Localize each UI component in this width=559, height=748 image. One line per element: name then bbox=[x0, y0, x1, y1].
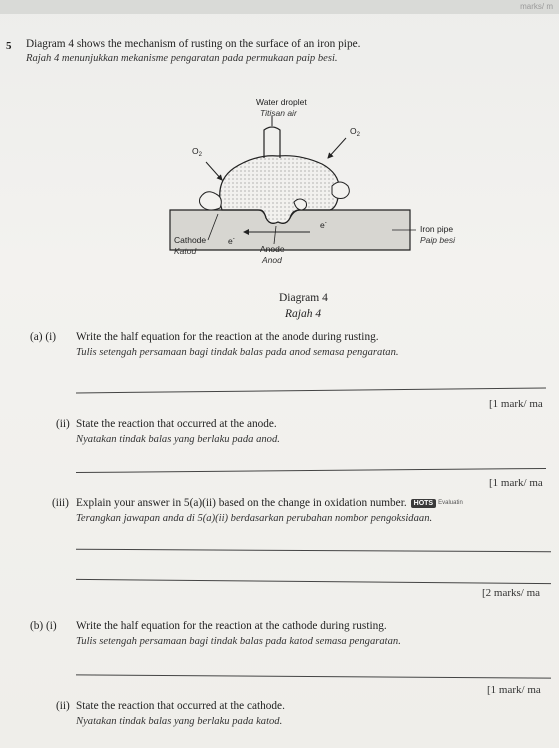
part-b-ii-ms: Nyatakan tindak balas yang berlaku pada katod. bbox=[76, 716, 283, 727]
part-b-i-ms: Tulis setengah persamaan bagi tindak balas pada katod semasa pengaratan. bbox=[76, 636, 401, 647]
diagram-caption-ms: Rajah 4 bbox=[285, 308, 322, 320]
label-electron-left: e- bbox=[228, 236, 235, 246]
oxygen-arrow-right bbox=[328, 138, 346, 158]
part-a-i-label: (a) (i) bbox=[30, 331, 57, 343]
part-a-iii-en-text: Explain your answer in 5(a)(ii) based on the change in oxidation number. bbox=[76, 497, 407, 509]
answer-line-b-i[interactable] bbox=[76, 674, 551, 678]
part-a-iii-label: (iii) bbox=[52, 497, 69, 509]
label-katod: Katod bbox=[174, 246, 197, 256]
label-titisan-air: Titisan air bbox=[260, 108, 297, 118]
hots-badge: HOTS bbox=[411, 499, 436, 508]
rusting-diagram bbox=[160, 90, 470, 290]
label-electron-right: e- bbox=[320, 220, 327, 230]
question-intro-en: Diagram 4 shows the mechanism of rusting on the surface of an iron pipe. bbox=[26, 38, 361, 50]
part-a-iii-ms: Terangkan jawapan anda di 5(a)(ii) berdasarkan perubahan nombor pengoksidaan. bbox=[76, 513, 433, 524]
hots-type: Evaluatin bbox=[438, 500, 463, 507]
mark-a-ii: [1 mark/ ma bbox=[489, 477, 543, 489]
mark-b-i: [1 mark/ ma bbox=[487, 684, 541, 696]
part-a-iii-en bbox=[76, 497, 463, 509]
part-b-i-label: (b) (i) bbox=[30, 620, 57, 632]
label-paip-besi: Paip besi bbox=[420, 235, 455, 245]
label-anode: Anode bbox=[260, 244, 285, 254]
answer-line-a-i[interactable] bbox=[76, 388, 546, 394]
part-b-ii-en: State the reaction that occurred at the cathode. bbox=[76, 700, 285, 712]
part-a-i-en: Write the half equation for the reaction at the anode during rusting. bbox=[76, 331, 379, 343]
answer-line-a-iii-2[interactable] bbox=[76, 579, 551, 584]
label-iron-pipe: Iron pipe bbox=[420, 224, 454, 234]
header-fragment: marks/ m bbox=[520, 2, 553, 11]
label-o2-right: $O_2$ bbox=[350, 126, 360, 138]
part-b-ii-label: (ii) bbox=[56, 700, 70, 712]
part-a-ii-en: State the reaction that occurred at the anode. bbox=[76, 418, 277, 430]
label-o2-left: $O_2$ bbox=[192, 146, 202, 158]
part-a-ii-ms: Nyatakan tindak balas yang berlaku pada anod. bbox=[76, 434, 280, 445]
part-a-i-ms: Tulis setengah persamaan bagi tindak balas pada anod semasa pengaratan. bbox=[76, 347, 399, 358]
diagram-caption-en: Diagram 4 bbox=[279, 292, 328, 304]
label-cathode: Cathode bbox=[174, 235, 207, 245]
answer-line-a-iii-1[interactable] bbox=[76, 549, 551, 552]
part-a-ii-label: (ii) bbox=[56, 418, 70, 430]
label-anod: Anod bbox=[262, 255, 282, 265]
answer-line-a-ii[interactable] bbox=[76, 468, 546, 473]
top-strip bbox=[0, 0, 559, 14]
rust-right bbox=[332, 182, 349, 199]
question-number: 5 bbox=[6, 40, 12, 52]
oxygen-arrow-left bbox=[206, 162, 222, 180]
mark-a-iii: [2 marks/ ma bbox=[482, 587, 541, 599]
label-water-droplet: Water droplet bbox=[256, 97, 307, 107]
rust-left bbox=[200, 192, 222, 210]
mark-a-i: [1 mark/ ma bbox=[489, 398, 543, 410]
part-b-i-en: Write the half equation for the reaction at the cathode during rusting. bbox=[76, 620, 387, 632]
question-intro-ms: Rajah 4 menunjukkan mekanisme pengaratan pada permukaan paip besi. bbox=[26, 53, 338, 64]
